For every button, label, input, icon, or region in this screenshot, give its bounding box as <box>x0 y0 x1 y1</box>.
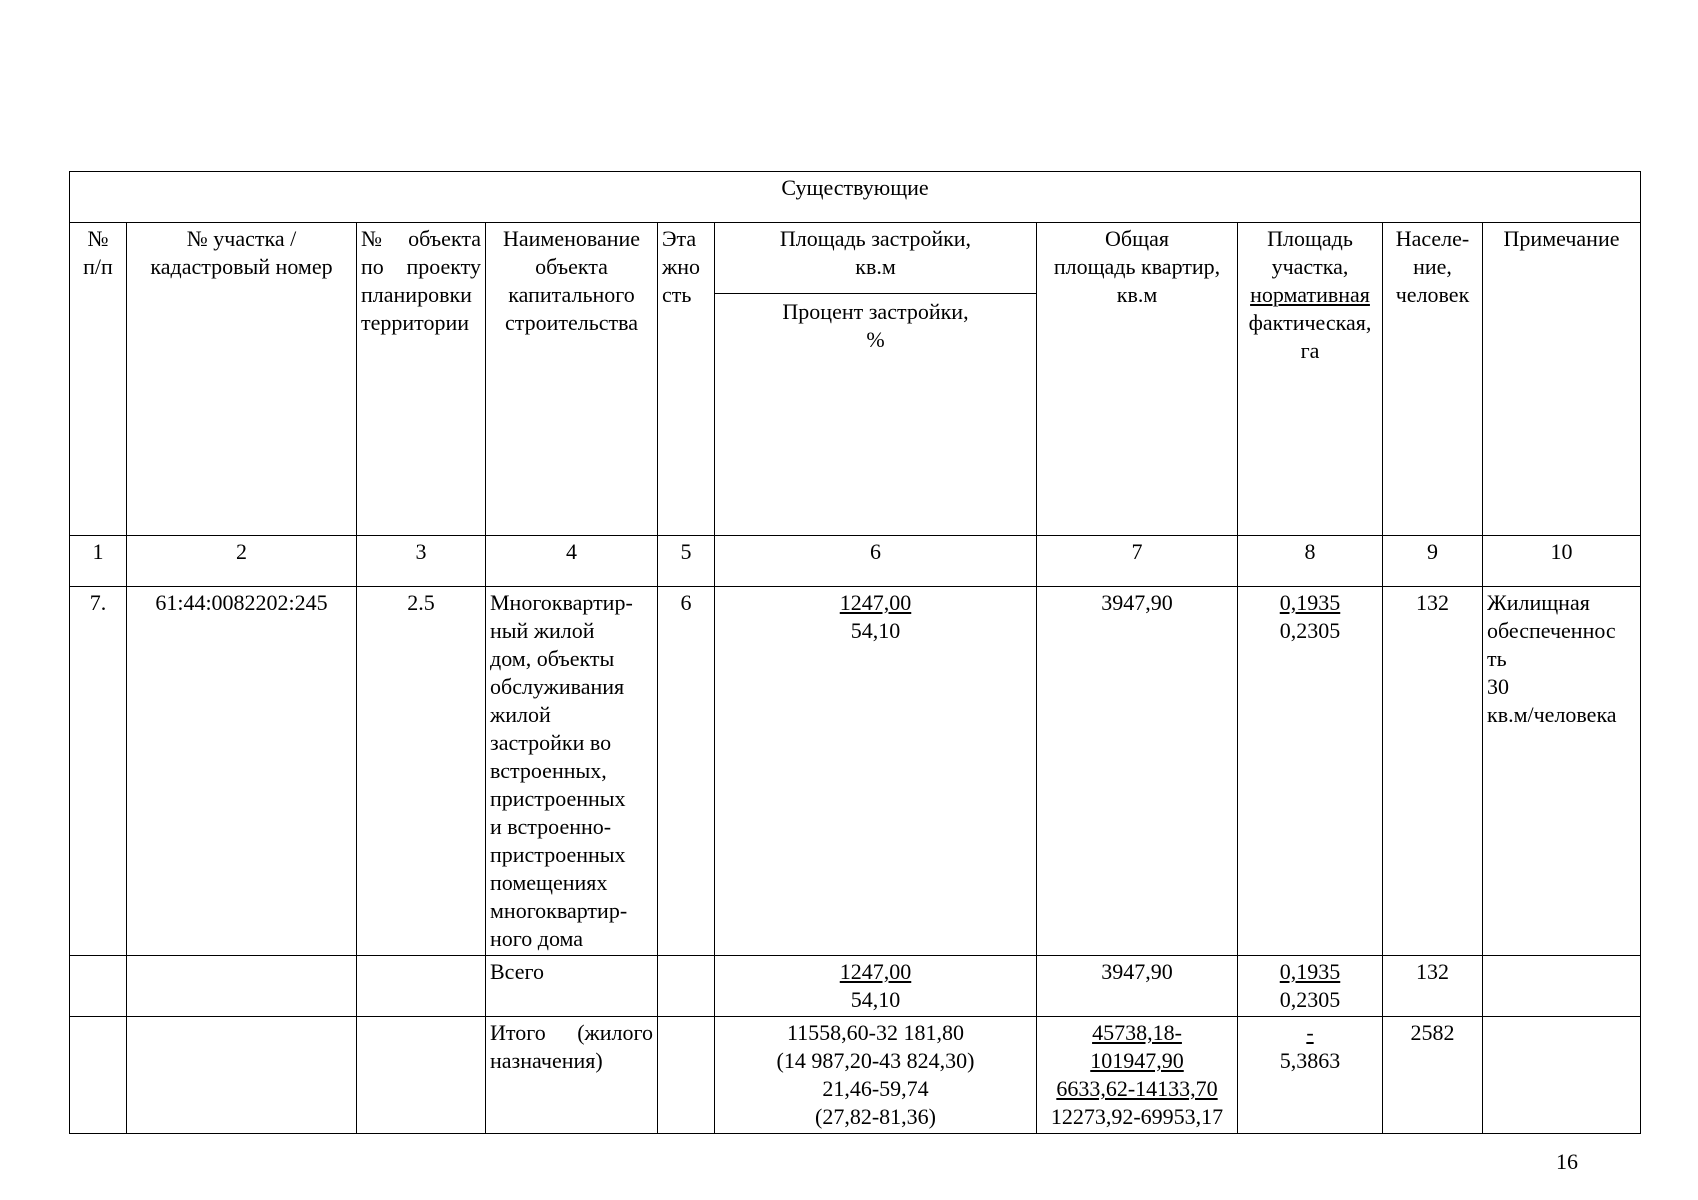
build-percent: 54,10 <box>850 618 901 643</box>
plot-area-cell <box>1238 587 1383 956</box>
build-area: 1247,00 <box>839 590 912 615</box>
data-table <box>69 171 1641 1134</box>
cadastral-number: 61:44:0082202:245 <box>127 587 357 956</box>
total-build-area: 1247,00 <box>839 959 912 984</box>
column-number: 9 <box>1383 536 1483 587</box>
floors: 6 <box>658 587 715 956</box>
column-number: 6 <box>715 536 1037 587</box>
apartment-area: 3947,90 <box>1037 587 1238 956</box>
build-area-cell <box>715 587 1037 956</box>
table-row-main <box>70 587 1641 956</box>
total-population: 132 <box>1383 956 1483 1017</box>
header-population: Населе- ние, человек <box>1383 223 1483 536</box>
grand-build-cell: 11558,60-32 181,80 (14 987,20-43 824,30) 21,46-59,74 (27,82-81,36) <box>715 1017 1037 1134</box>
column-number: 1 <box>70 536 127 587</box>
column-number: 3 <box>357 536 486 587</box>
table-row-total <box>70 956 1641 1017</box>
plot-actual: 0,2305 <box>1279 618 1341 643</box>
header-build-area: Площадь застройки, кв.м Процент застройки, % <box>715 223 1037 536</box>
header-cadastral: № участка / кадастровый номер <box>127 223 357 536</box>
table-row-grand-total <box>70 1017 1641 1134</box>
row-number: 7. <box>70 587 127 956</box>
header-row-number: № п/п <box>70 223 127 536</box>
object-name: Многоквартир- ный жилой дом, объекты обслуживания жилой застройки во встроенных, пристроенных и встроенно- пристроенных помещениях многоквартир- ного дома <box>486 587 658 956</box>
total-plot-actual: 0,2305 <box>1279 987 1341 1012</box>
column-number: 4 <box>486 536 658 587</box>
total-build-cell <box>715 956 1037 1017</box>
header-object-name: Наименование объекта капитального строительства <box>486 223 658 536</box>
total-build-percent: 54,10 <box>850 987 901 1012</box>
grand-total-label: Итого (жилого назначения) <box>486 1017 658 1134</box>
header-apartment-area: Общая площадь квартир, кв.м <box>1037 223 1238 536</box>
header-row <box>70 223 1641 536</box>
header-floors: Эта жно сть <box>658 223 715 536</box>
column-number: 8 <box>1238 536 1383 587</box>
column-number: 5 <box>658 536 715 587</box>
total-label: Всего <box>486 956 658 1017</box>
total-apartment-area: 3947,90 <box>1037 956 1238 1017</box>
header-object-no: № объекта по проекту планировки территории <box>357 223 486 536</box>
header-note: Примечание <box>1483 223 1641 536</box>
note: Жилищная обеспеченнос ть 30 кв.м/человека <box>1483 587 1641 956</box>
header-build-percent: Процент застройки, % <box>715 293 1036 354</box>
population: 132 <box>1383 587 1483 956</box>
column-number: 7 <box>1037 536 1238 587</box>
total-plot-normative: 0,1935 <box>1279 959 1341 984</box>
grand-population: 2582 <box>1383 1017 1483 1134</box>
column-number: 10 <box>1483 536 1641 587</box>
column-number-row <box>70 536 1641 587</box>
total-plot-cell <box>1238 956 1383 1017</box>
plot-normative: 0,1935 <box>1279 590 1341 615</box>
column-number: 2 <box>127 536 357 587</box>
object-number: 2.5 <box>357 587 486 956</box>
header-plot-area: Площадь участка, нормативная фактическая, га <box>1238 223 1383 536</box>
grand-plot-cell: - 5,3863 <box>1238 1017 1383 1134</box>
page-number: 16 <box>1556 1149 1578 1174</box>
table-title: Существующие <box>70 172 1641 223</box>
grand-apartment-cell: 45738,18- 101947,90 6633,62-14133,70 12273,92-69953,17 <box>1037 1017 1238 1134</box>
